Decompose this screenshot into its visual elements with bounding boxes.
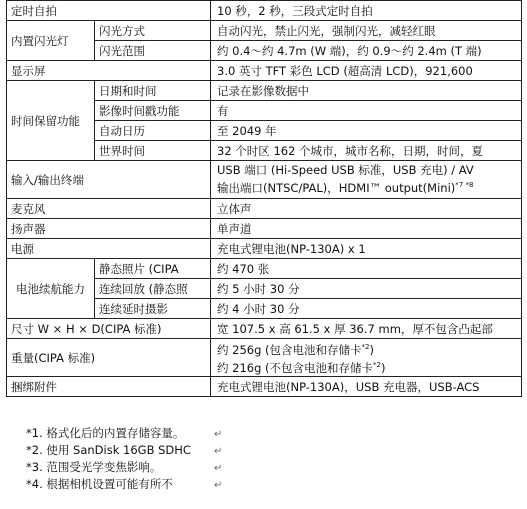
label-size: 尺寸 W × H × D(CIPA 标准)	[7, 319, 211, 339]
footnote-row	[6, 475, 521, 492]
label-calendar: 自动日历	[95, 121, 211, 141]
label-io: 输入/输出终端	[7, 161, 211, 199]
footnote-1: *1. 格式化后的内置存储容量。	[26, 425, 185, 440]
label-accessories: 捆绑附件	[7, 377, 211, 397]
value-power: 充电式锂电池(NP-130A) x 1	[211, 239, 522, 259]
label-weight: 重量(CIPA 标准)	[7, 339, 211, 377]
label-battery-playback: 连续回放 (静态照	[95, 279, 211, 299]
value-accessories: 充电式锂电池(NP-130A)，USB 充电器，USB-ACS	[211, 377, 522, 397]
paragraph-mark-icon: ↵	[214, 445, 223, 457]
label-flash-range: 闪光范围	[95, 41, 211, 61]
label-speaker: 扬声器	[7, 219, 211, 239]
label-mic: 麦克风	[7, 199, 211, 219]
footnote-3: *3. 范围受光学变焦影响。	[26, 459, 162, 474]
value-weight-without-battery: 约 216g (不包含电池和存储卡$^{*2}$)	[217, 360, 386, 375]
row-size	[7, 319, 522, 339]
row-io	[7, 161, 522, 199]
row-accessories	[7, 377, 522, 397]
label-datetime: 日期和时间	[95, 81, 211, 101]
footnote-row	[6, 458, 521, 475]
label-battery-delay: 连续延时摄影	[95, 299, 211, 319]
value-calendar: 至 2049 年	[211, 121, 522, 141]
footnotes	[6, 424, 521, 492]
value-mic: 立体声	[211, 199, 522, 219]
value-weight	[211, 339, 522, 377]
row-speaker	[7, 219, 522, 239]
value-weight-with-battery: 约 256g (包含电池和存储卡$^{*2}$)	[217, 342, 375, 357]
value-world-time: 32 个时区 162 个城市，城市名称，日期，时间，夏	[211, 141, 522, 161]
footnote-row	[6, 441, 521, 458]
value-io-line2: 输出端口(NTSC/PAL)，HDMI™ output(Mini)	[217, 180, 456, 195]
row-power	[7, 239, 522, 259]
row-weight	[7, 339, 522, 377]
value-timestamp: 有	[211, 101, 522, 121]
value-io-footnote: *7 *8	[455, 181, 474, 190]
footnote-4: *4. 根据相机设置可能有所不	[26, 476, 173, 491]
row-time-datetime	[7, 81, 522, 101]
spec-table	[6, 0, 522, 397]
label-self-timer: 定时自拍	[7, 1, 211, 21]
value-io	[211, 161, 522, 199]
value-flash-mode: 自动闪光，禁止闪光，强制闪光，减轻红眼	[211, 21, 522, 41]
value-flash-range: 约 0.4～约 4.7m (W 端)，约 0.9～约 2.4m (T 端)	[211, 41, 522, 61]
value-datetime: 记录在影像数据中	[211, 81, 522, 101]
label-display: 显示屏	[7, 61, 211, 81]
value-speaker: 单声道	[211, 219, 522, 239]
label-timestamp: 影像时间戳功能	[95, 101, 211, 121]
label-battery-still: 静态照片 (CIPA	[95, 259, 211, 279]
row-flash-mode	[7, 21, 522, 41]
value-io-line2-wrap	[217, 178, 517, 196]
footnote-row	[6, 424, 521, 441]
row-self-timer	[7, 1, 522, 21]
row-battery-still	[7, 259, 522, 279]
value-self-timer: 10 秒，2 秒，三段式定时自拍	[211, 1, 522, 21]
label-power: 电源	[7, 239, 211, 259]
value-battery-playback: 约 5 小时 30 分	[211, 279, 522, 299]
paragraph-mark-icon: ↵	[214, 428, 223, 440]
row-mic	[7, 199, 522, 219]
footnote-2: *2. 使用 SanDisk 16GB SDHC	[26, 442, 191, 457]
label-flash: 内置闪光灯	[7, 21, 95, 61]
label-time-retention: 时间保留功能	[7, 81, 95, 161]
paragraph-mark-icon: ↵	[214, 479, 223, 491]
label-world-time: 世界时间	[95, 141, 211, 161]
value-io-line1: USB 端口 (Hi-Speed USB 标准，USB 充电) / AV	[217, 163, 474, 178]
paragraph-mark-icon: ↵	[214, 462, 223, 474]
value-display: 3.0 英寸 TFT 彩色 LCD (超高清 LCD)，921,600	[211, 61, 522, 81]
label-flash-mode: 闪光方式	[95, 21, 211, 41]
value-size: 宽 107.5 x 高 61.5 x 厚 36.7 mm，厚不包含凸起部	[211, 319, 522, 339]
row-display	[7, 61, 522, 81]
label-battery-life: 电池续航能力	[7, 259, 95, 319]
value-battery-still: 约 470 张	[211, 259, 522, 279]
value-battery-delay: 约 4 小时 30 分	[211, 299, 522, 319]
